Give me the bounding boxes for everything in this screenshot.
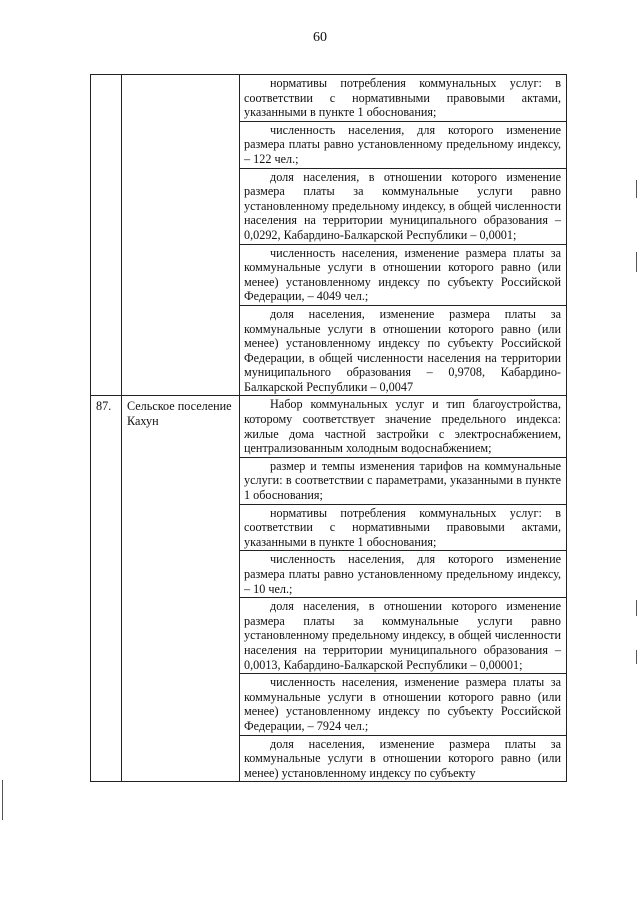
detail-paragraph: численность населения, изменение размера платы за коммунальные услуги в отношении которого равно (или менее) установленному индексу по субъекту Российской Федерации, – 4049 чел.; xyxy=(240,244,566,305)
row-number xyxy=(91,75,121,78)
detail-paragraph: доля населения, изменение размера платы за коммунальные услуги в отношении которого равно (или менее) установленному индексу по субъекту xyxy=(240,735,566,782)
detail-paragraph: размер и темпы изменения тарифов на коммунальные услуги: в соответствии с параметрами, указанными в пункте 1 обоснования; xyxy=(240,457,566,504)
detail-paragraph: численность населения, изменение размера платы за коммунальные услуги в отношении которого равно (или менее) установленному индексу по субъекту Российской Федерации, – 7924 чел.; xyxy=(240,673,566,734)
detail-paragraph: нормативы потребления коммунальных услуг: в соответствии с нормативными правовыми актами, указанными в пункте 1 обоснования; xyxy=(244,76,561,120)
details-cell xyxy=(240,75,567,396)
settlement-name xyxy=(122,75,239,78)
settlement-name-cell xyxy=(122,75,240,396)
detail-paragraph: доля населения, в отношении которого изменение размера платы за коммунальные услуги равно установленному предельному индексу, в общей численности населения на территории муниципального образования – 0,0013, Кабардино-Балкарской Республики – 0,00001; xyxy=(240,597,566,673)
detail-paragraph: Набор коммунальных услуг и тип благоустройства, которому соответствует значение предельного индекса: жилые дома частной застройки с электроснабжением, централизованным холодным водоснабжением; xyxy=(244,397,561,456)
row-number: 87. xyxy=(96,399,112,414)
scan-edge-mark xyxy=(636,252,637,272)
detail-paragraph: доля населения, в отношении которого изменение размера платы за коммунальные услуги равно установленному предельному индексу, в общей численности населения на территории муниципального образования – 0,0292, Кабардино-Балкарской Республики – 0,0001; xyxy=(240,168,566,244)
detail-paragraph: численность населения, для которого изменение размера платы равно установленному предельному индексу, – 10 чел.; xyxy=(240,550,566,597)
table-row xyxy=(91,396,567,782)
justification-table xyxy=(90,74,567,782)
scan-edge-mark xyxy=(2,780,3,820)
table-row xyxy=(91,75,567,396)
row-number-cell xyxy=(91,396,122,782)
scan-edge-mark xyxy=(636,650,637,664)
settlement-name-cell xyxy=(122,396,240,782)
scan-edge-mark xyxy=(636,180,637,198)
row-number-cell xyxy=(91,75,122,396)
scan-edge-mark xyxy=(636,600,637,616)
details-cell xyxy=(240,396,567,782)
page-number: 60 xyxy=(313,30,327,45)
detail-paragraph: нормативы потребления коммунальных услуг: в соответствии с нормативными правовыми актами, указанными в пункте 1 обоснования; xyxy=(240,504,566,551)
detail-paragraph: численность населения, для которого изменение размера платы равно установленному предельному индексу, – 122 чел.; xyxy=(240,121,566,168)
settlement-name: Сельское поселение Кахун xyxy=(127,399,232,429)
detail-paragraph: доля населения, изменение размера платы за коммунальные услуги в отношении которого равно (или менее) установленному индексу по субъекту Российской Федерации, в общей численности населения на территории муниципального образования – 0,9708, Кабардино-Балкарской Республики – 0,0047 xyxy=(240,305,566,396)
